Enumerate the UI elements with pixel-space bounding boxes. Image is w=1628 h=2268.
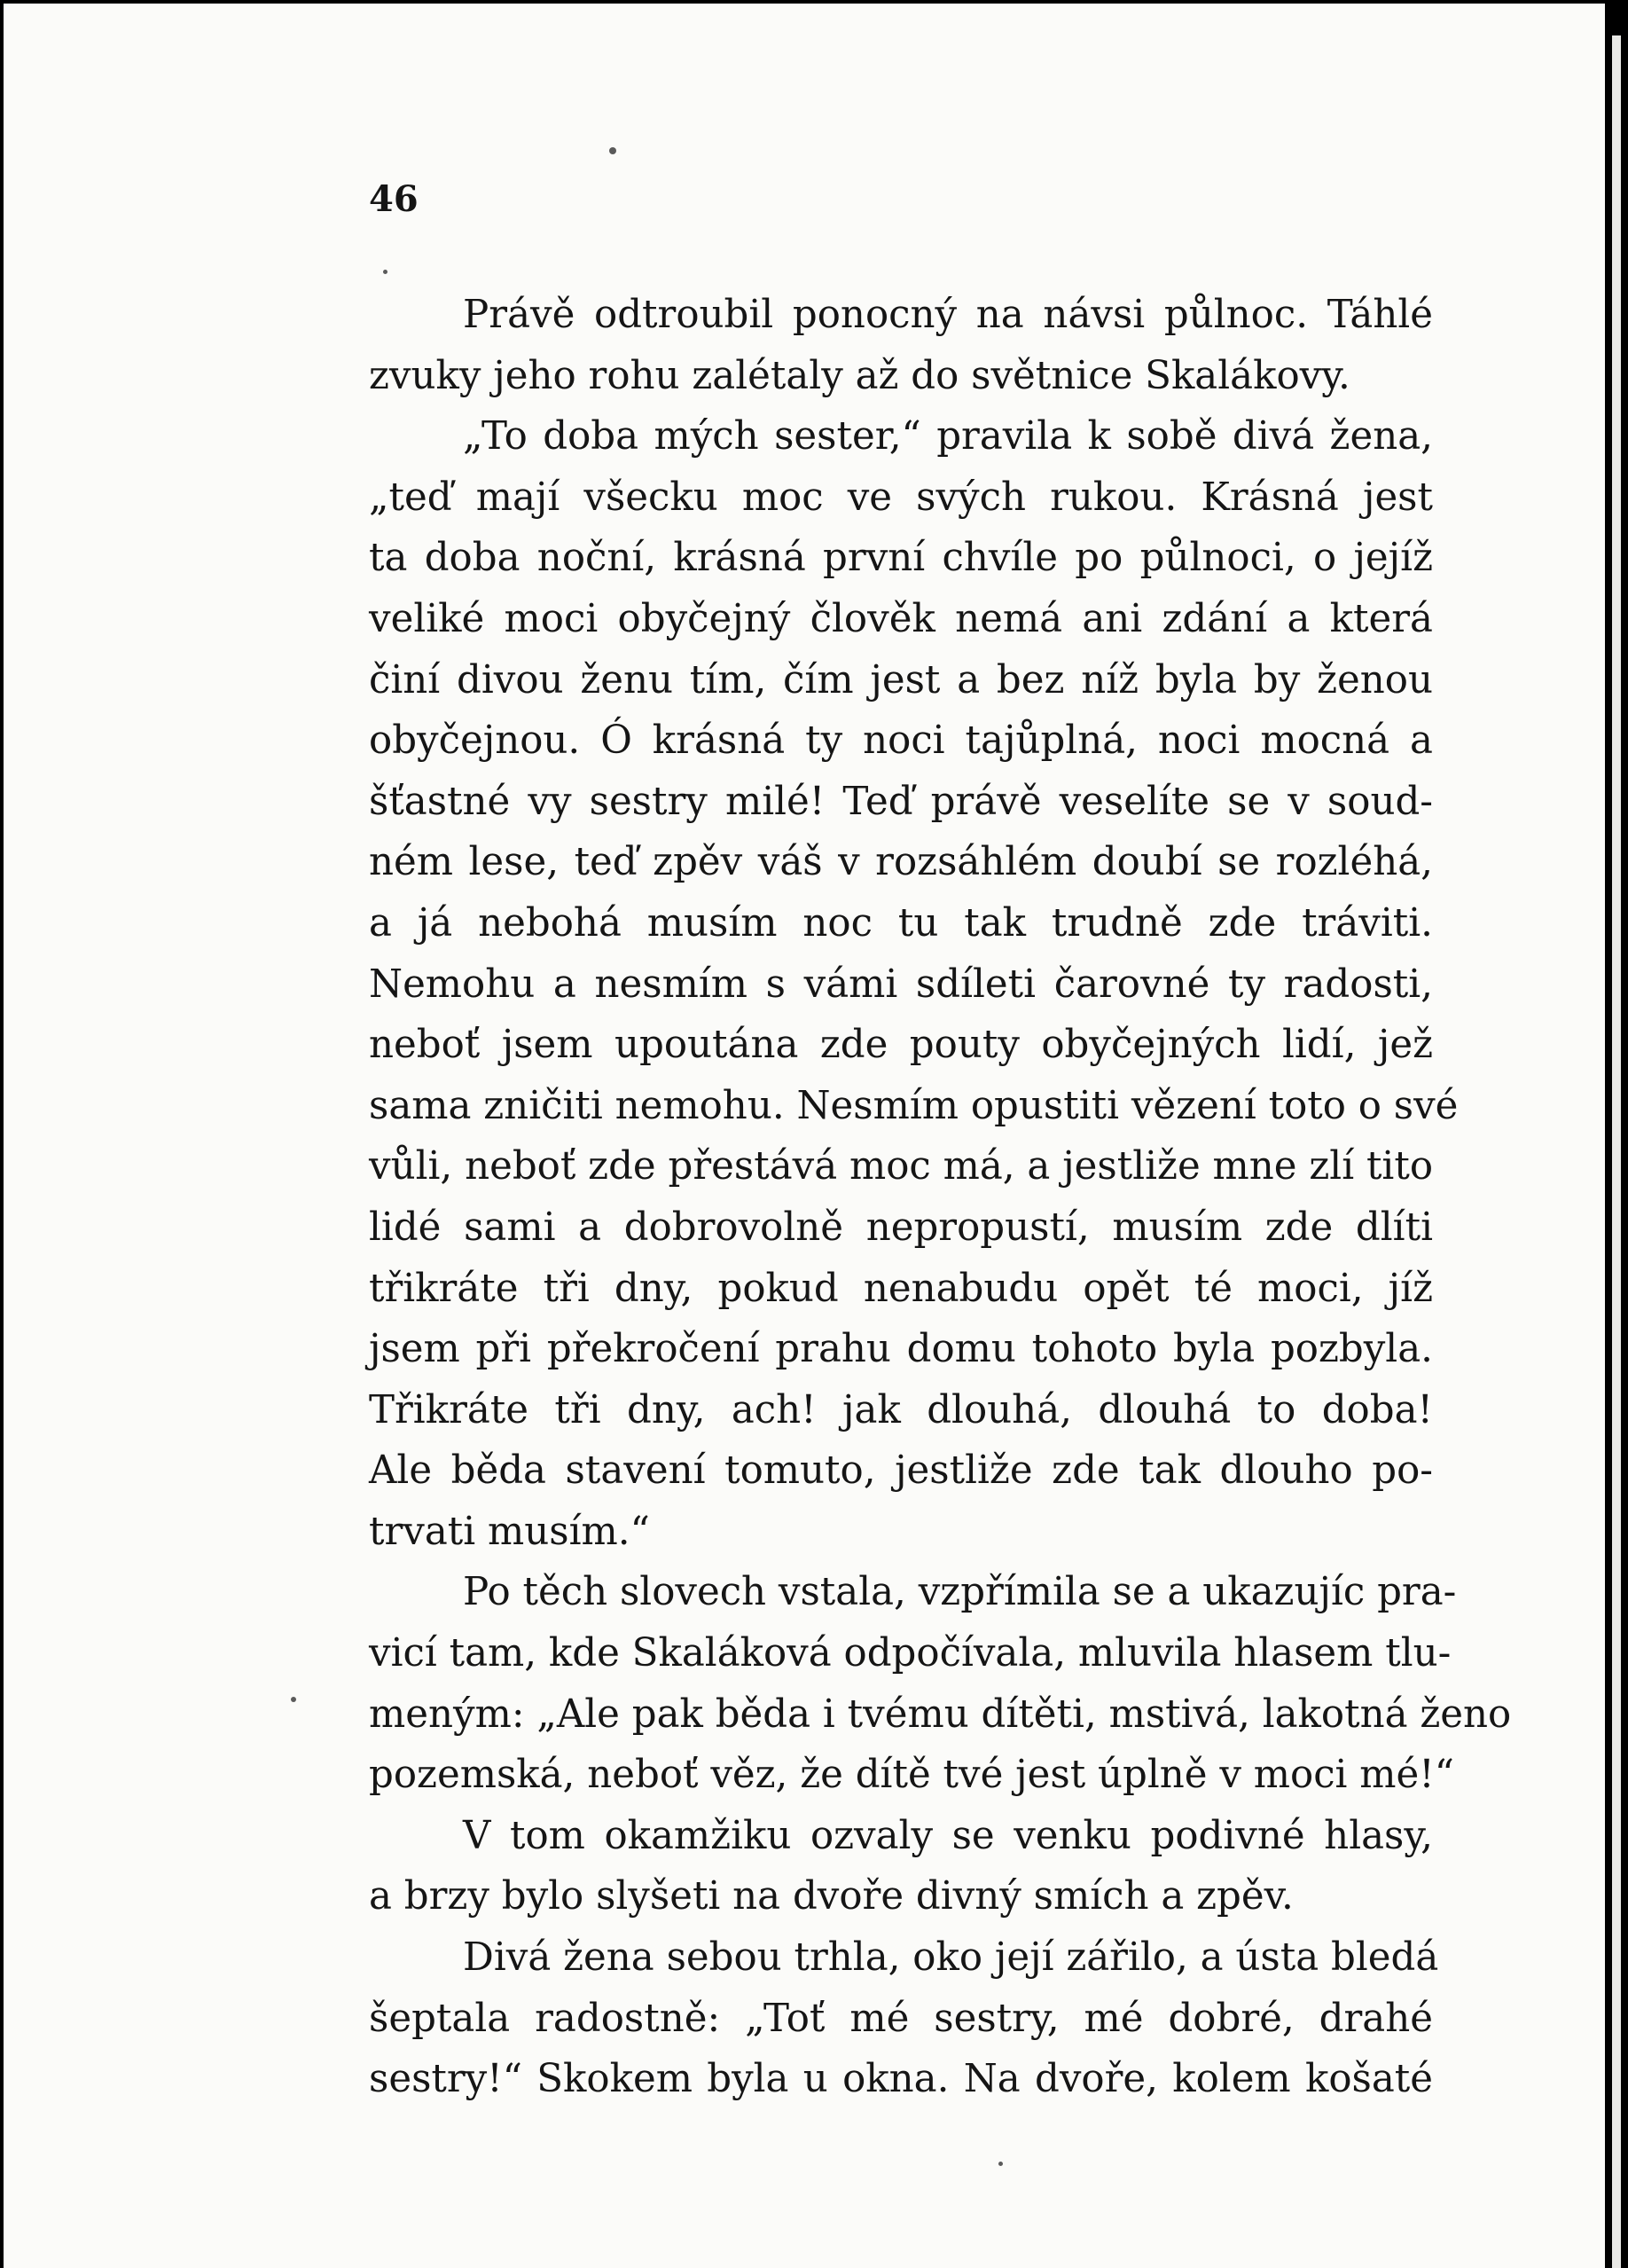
page-number: 46 bbox=[369, 178, 419, 220]
text-line: meným: „Ale pak běda i tvému dítěti, mstivá, lakotná ženo bbox=[369, 1691, 1512, 1737]
speck bbox=[609, 147, 616, 154]
text-line: třikráte tři dny, pokud nenabudu opět té moci, jíž bbox=[369, 1266, 1433, 1311]
text-line: jsem při překročení prahu domu tohoto byla pozbyla. bbox=[369, 1327, 1433, 1372]
text-line: sestry!“ Skokem byla u okna. Na dvoře, kolem košaté bbox=[369, 2057, 1433, 2102]
text-line: Právě odtroubil ponocný na návsi půlnoc. Táhlé bbox=[463, 293, 1433, 337]
text-line: pozemská, neboť věz, že dítě tvé jest úplně v moci mé!“ bbox=[369, 1753, 1455, 1798]
text-line: a já nebohá musím noc tu tak trudně zde tráviti. bbox=[369, 900, 1433, 946]
text-line: Nemohu a nesmím s vámi sdíleti čarovné ty radosti, bbox=[369, 961, 1433, 1007]
speck bbox=[998, 2162, 1003, 2166]
text-line: Po těch slovech vstala, vzpřímila se a ukazujíc pra- bbox=[463, 1570, 1457, 1615]
text-line: trvati musím.“ bbox=[369, 1509, 650, 1554]
speck bbox=[291, 1697, 296, 1702]
text-line: „teď mají všecku moc ve svých rukou. Krásná jest bbox=[369, 475, 1433, 520]
text-line: obyčejnou. Ó krásná ty noci tajůplná, noci mocná a bbox=[369, 718, 1433, 764]
text-line: ném lese, teď zpěv váš v rozsáhlém doubí se rozléhá, bbox=[369, 840, 1433, 885]
text-line: sama zničiti nemohu. Nesmím opustiti vězení toto o své bbox=[369, 1083, 1459, 1128]
scan-right-strip bbox=[1612, 35, 1621, 2268]
text-line: veliké moci obyčejný člověk nemá ani zdání a která bbox=[369, 596, 1433, 641]
text-line: „To doba mých sester,“ pravila k sobě divá žena, bbox=[463, 414, 1433, 459]
text-line: činí divou ženu tím, čím jest a bez níž byla by ženou bbox=[369, 657, 1433, 702]
text-line: neboť jsem upoutána zde pouty obyčejných lidí, jež bbox=[369, 1023, 1433, 1068]
text-line: V tom okamžiku ozvaly se venku podivné hlasy, bbox=[463, 1813, 1433, 1858]
text-line: a brzy bylo slyšeti na dvoře divný smích a zpěv. bbox=[369, 1874, 1294, 1919]
text-line: lidé sami a dobrovolně nepropustí, musím zde dlíti bbox=[369, 1205, 1433, 1250]
text-line: Divá žena sebou trhla, oko její zářilo, a ústa bledá bbox=[463, 1935, 1439, 1981]
text-line: šťastné vy sestry milé! Teď právě veselíte se v soud- bbox=[369, 779, 1433, 824]
text-line: ta doba noční, krásná první chvíle po půlnoci, o jejíž bbox=[369, 536, 1433, 581]
text-line: vůli, neboť zde přestává moc má, a jestliže mne zlí tito bbox=[369, 1144, 1434, 1189]
body-text bbox=[369, 285, 1512, 2110]
text-line: zvuky jeho rohu zalétaly až do světnice Skalákovy. bbox=[369, 353, 1350, 398]
text-line: Třikráte tři dny, ach! jak dlouhá, dlouhá to doba! bbox=[369, 1387, 1433, 1432]
text-line: vicí tam, kde Skaláková odpočívala, mluvila hlasem tlu- bbox=[369, 1631, 1452, 1676]
text-line: Ale běda stavení tomuto, jestliže zde tak dlouho po- bbox=[369, 1448, 1433, 1494]
text-line: šeptala radostně: „Toť mé sestry, mé dobré, drahé bbox=[369, 1996, 1433, 2041]
speck bbox=[383, 270, 387, 274]
